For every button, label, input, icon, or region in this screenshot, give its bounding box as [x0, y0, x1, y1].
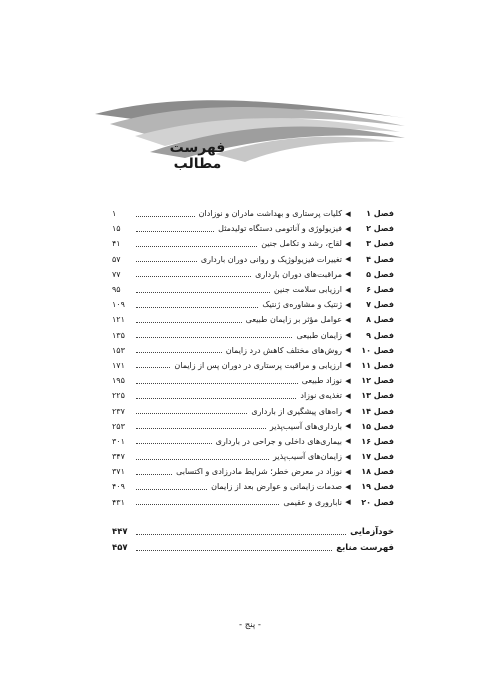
chapter-title: مراقبت‌های دوران بارداری	[255, 269, 342, 279]
arrow-icon: ◀	[345, 391, 351, 400]
chapter-label: فصل ۵	[366, 269, 394, 279]
toc-row[interactable]	[112, 312, 394, 327]
arrow-icon: ◀	[345, 224, 351, 233]
dot-leader	[136, 458, 269, 460]
page-footer-number: - پنج -	[239, 620, 261, 630]
arrow-icon: ◀	[345, 452, 351, 461]
arrow-icon: ◀	[345, 376, 351, 385]
chapter-label: فصل ۱۱	[361, 360, 394, 370]
chapter-title: نوزاد طبیعی	[301, 376, 342, 386]
arrow-icon: ◀	[345, 422, 351, 431]
dot-leader	[136, 215, 195, 217]
arrow-icon: ◀	[345, 467, 351, 476]
page-number: ۲۵۳	[112, 421, 125, 431]
chapter-title: ژنتیک و مشاوره‌ی ژنتیک	[262, 300, 342, 310]
dot-leader	[136, 549, 332, 551]
arrow-icon: ◀	[345, 437, 351, 446]
arrow-icon: ◀	[345, 315, 351, 324]
toc-row[interactable]	[112, 479, 394, 494]
page-title: فهرست مطالب	[169, 140, 226, 172]
toc-row[interactable]	[112, 495, 394, 510]
toc-row[interactable]	[112, 373, 394, 388]
chapter-label: فصل ۳	[366, 239, 394, 249]
toc-row[interactable]	[112, 206, 394, 221]
dot-leader	[136, 427, 266, 429]
chapter-title: ارزیابی سلامت جنین	[273, 285, 342, 295]
dot-leader	[136, 382, 298, 384]
decorative-swoosh	[95, 92, 405, 167]
chapter-title: بارداری‌های آسیب‌پذیر	[269, 421, 342, 431]
arrow-icon: ◀	[345, 300, 351, 309]
chapter-title: روش‌های مختلف کاهش درد زایمان	[225, 345, 342, 355]
chapter-label: فصل ۱۷	[361, 452, 394, 462]
page-number: ۴۰۹	[112, 482, 125, 492]
chapter-label: فصل ۲۰	[361, 497, 394, 507]
dot-leader	[136, 412, 247, 414]
dot-leader	[136, 351, 222, 353]
page-number: ۱۰۹	[112, 300, 125, 310]
toc-row[interactable]	[112, 434, 394, 449]
chapter-label: فصل ۱۲	[361, 376, 394, 386]
toc-row[interactable]	[112, 419, 394, 434]
dot-leader	[136, 245, 257, 247]
arrow-icon: ◀	[345, 407, 351, 416]
chapter-title: ارزیابی و مراقبت پرستاری در دوران پس از زایمان	[174, 360, 342, 370]
dot-leader	[136, 321, 242, 323]
chapter-title: صدمات زایمانی و عوارض بعد از زایمان	[211, 482, 342, 492]
chapter-label: فصل ۸	[366, 315, 394, 325]
dot-leader	[136, 260, 197, 262]
chapter-label: فصل ۱۸	[361, 467, 394, 477]
arrow-icon: ◀	[345, 270, 351, 279]
page-number: ۳۴۷	[112, 452, 125, 462]
page-number: ۱۹۵	[112, 376, 125, 386]
chapter-label: فصل ۱۳	[361, 391, 394, 401]
toc-row[interactable]	[112, 358, 394, 373]
chapter-label: فصل ۱۴	[361, 406, 394, 416]
chapter-title: راه‌های پیشگیری از بارداری	[251, 406, 342, 416]
table-of-contents	[112, 206, 394, 510]
chapter-title: عوامل مؤثر بر زایمان طبیعی	[245, 315, 342, 325]
page-number: ۱۲۱	[112, 315, 125, 325]
toc-row[interactable]	[112, 403, 394, 418]
dot-leader	[136, 291, 270, 293]
dot-leader	[136, 275, 251, 277]
dot-leader	[136, 442, 212, 444]
dot-leader	[136, 336, 292, 338]
arrow-icon: ◀	[345, 255, 351, 264]
page-number: ۱۵۳	[112, 345, 125, 355]
chapter-title: فیزیولوژی و آناتومی دستگاه تولیدمثل	[218, 224, 342, 234]
chapter-title: تغذیه‌ی نوزاد	[300, 391, 342, 401]
dot-leader	[136, 306, 258, 308]
chapter-title: ناباروری و عقیمی	[283, 497, 342, 507]
chapter-label: فصل ۱۶	[361, 436, 394, 446]
chapter-title: نوزاد در معرض خطر؛ شرایط مادرزادی و اکتسابی	[176, 467, 342, 477]
page-number: ۷۷	[112, 269, 121, 279]
page-number: ۲۳۷	[112, 406, 125, 416]
page-number: ۴۳۱	[112, 497, 125, 507]
chapter-label: فصل ۱	[366, 209, 394, 219]
page-number: ۹۵	[112, 285, 121, 295]
extra-sections	[112, 524, 394, 556]
chapter-label: فصل ۴	[366, 254, 394, 264]
dot-leader	[136, 230, 214, 232]
dot-leader	[136, 366, 170, 368]
dot-leader	[136, 533, 346, 535]
toc-row[interactable]	[112, 328, 394, 343]
chapter-title: تغییرات فیزیولوژیک و روانی دوران بارداری	[200, 254, 342, 264]
dot-leader	[136, 488, 207, 490]
chapter-title: کلیات پرستاری و بهداشت مادران و نوزادان	[198, 209, 342, 219]
toc-row[interactable]	[112, 267, 394, 282]
page-number: ۱۷۱	[112, 360, 125, 370]
arrow-icon: ◀	[345, 285, 351, 294]
toc-row[interactable]	[112, 282, 394, 297]
arrow-icon: ◀	[345, 498, 351, 507]
arrow-icon: ◀	[345, 209, 351, 218]
dot-leader	[136, 503, 279, 505]
page-number: ۲۲۵	[112, 391, 125, 401]
toc-row[interactable]	[112, 464, 394, 479]
dot-leader	[136, 473, 172, 475]
chapter-label: فصل ۱۵	[361, 421, 394, 431]
toc-row[interactable]	[112, 221, 394, 236]
page-number: ۴۱	[112, 239, 121, 249]
toc-row[interactable]	[112, 343, 394, 358]
toc-row-references[interactable]	[112, 540, 394, 556]
chapter-label: فصل ۹	[366, 330, 394, 340]
chapter-title: بیماری‌های داخلی و جراحی در بارداری	[215, 436, 342, 446]
toc-row[interactable]	[112, 449, 394, 464]
toc-row[interactable]	[112, 236, 394, 251]
chapter-label: فصل ۷	[366, 300, 394, 310]
page-number: ۱۵	[112, 224, 121, 234]
arrow-icon: ◀	[345, 482, 351, 491]
chapter-label: فصل ۶	[366, 285, 394, 295]
arrow-icon: ◀	[345, 239, 351, 248]
page-number: ۴۴۷	[112, 527, 128, 537]
chapter-title: زایمان طبیعی	[296, 330, 342, 340]
page-number: ۵۷	[112, 254, 121, 264]
toc-row[interactable]	[112, 388, 394, 403]
chapter-label: فصل ۲	[366, 224, 394, 234]
section-title: خودآزمایی	[350, 527, 394, 537]
arrow-icon: ◀	[345, 346, 351, 355]
dot-leader	[136, 397, 296, 399]
chapter-title: لقاح، رشد و تکامل جنین	[261, 239, 342, 249]
toc-row[interactable]	[112, 252, 394, 267]
page-number: ۳۰۱	[112, 436, 125, 446]
chapter-label: فصل ۱۹	[361, 482, 394, 492]
page-number: ۱	[112, 209, 117, 219]
arrow-icon: ◀	[345, 331, 351, 340]
toc-row[interactable]	[112, 297, 394, 312]
section-title: فهرست منابع	[336, 543, 394, 553]
toc-row-self-test[interactable]	[112, 524, 394, 540]
chapter-label: فصل ۱۰	[361, 345, 394, 355]
page-number: ۱۳۵	[112, 330, 125, 340]
chapter-title: زایمان‌های آسیب‌پذیر	[273, 452, 342, 462]
arrow-icon: ◀	[345, 361, 351, 370]
page-number: ۳۷۱	[112, 467, 125, 477]
page-number: ۴۵۷	[112, 543, 128, 553]
